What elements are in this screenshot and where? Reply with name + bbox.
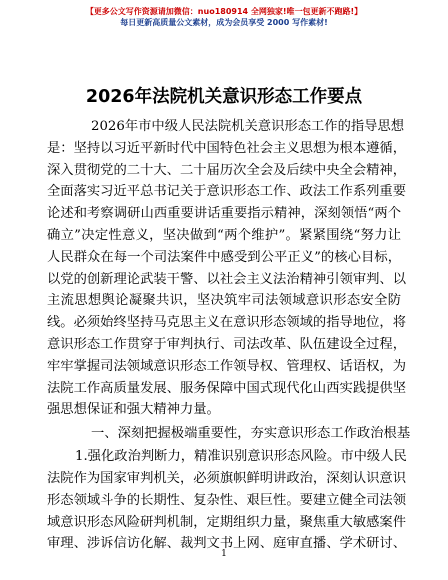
body-line: 确立”决定性意义，坚决做到“两个维护”。紧紧围绕“努力让 [47, 227, 401, 243]
body-line: 论述和考察调研山西重要讲话重要指示精神，深刻领悟“两个 [47, 206, 401, 222]
body-line: 2026年市中级人民法院机关意识形态工作的指导思想 [91, 119, 405, 134]
page-number: 1 [221, 549, 227, 559]
body-line: 法院作为国家审判机关，必须旗帜鲜明讲政治，深刻认识意识 [47, 470, 407, 486]
body-line: 是：坚持以习近平新时代中国特色社会主义思想为根本遵循， [47, 140, 407, 156]
body-line: 意识形态工作贯穿于审判执行、司法改革、队伍建设全过程， [47, 336, 407, 352]
body-line: 形态领域斗争的长期性、复杂性、艰巨性。要建立健全司法领 [47, 492, 407, 508]
body-line: 深入贯彻党的二十大、二十届历次全会及后续中央全会精神， [47, 162, 407, 178]
body-line: 域意识形态风险研判机制，定期组织力量，聚焦重大敏感案件 [47, 514, 407, 530]
body-line: 强思想保证和强大精神力量。 [47, 402, 220, 418]
body-line: 法院工作高质量发展、服务保障中国式现代化山西实践提供坚 [47, 380, 407, 396]
body-line: 以党的创新理论武装干警、以社会主义法治精神引领审判、以 [47, 271, 407, 287]
promo-line-2: 每日更新高质量公文素材，成为会员享受 2000 写作素材! [120, 18, 328, 27]
body-line: 审理、涉诉信访化解、裁判文书上网、庭审直播、学术研讨、 [47, 536, 407, 552]
body-line: 线。必须始终坚持马克思主义在意识形态领域的指导地位，将 [47, 315, 407, 331]
body-line: 主流思想舆论凝聚共识，坚决筑牢司法领域意识形态安全防 [47, 293, 401, 309]
document-body [47, 116, 411, 555]
promo-line-1: 【更多公文写作资源请加微信：nuo180914 全网独家!唯一包更新不跑路!】 [85, 7, 363, 16]
document-title: 2026年法院机关意识形态工作要点 [85, 87, 363, 107]
body-line: 全面落实习近平总书记关于意识形态工作、政法工作系列重要 [47, 184, 407, 200]
body-line: 牢牢掌握司法领域意识形态工作领导权、管理权、话语权，为 [47, 358, 407, 374]
body-line: 1.强化政治判断力，精准识别意识形态风险。市中级人民 [75, 449, 407, 465]
body-line: 人民群众在每一个司法案件中感受到公平正义”的核心目标， [47, 249, 401, 265]
promo-header [0, 6, 448, 28]
section-heading: 一、深刻把握极端重要性，夯实意识形态工作政治根基 [91, 426, 411, 442]
